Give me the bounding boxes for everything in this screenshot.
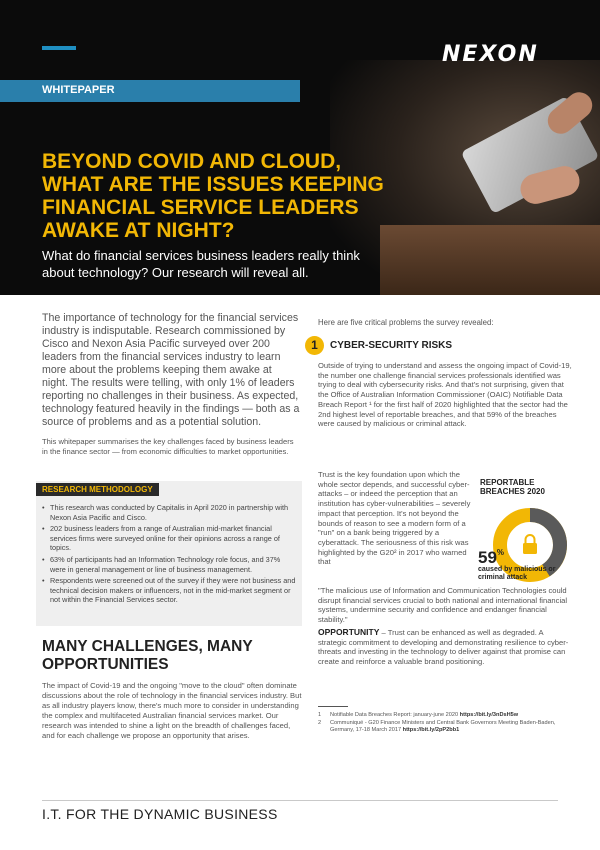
list-item: • Respondents were screened out of the survey if they were not business and technical decision makers or influencers, not in the mid-market segment or not within the Financial Services sector. [42, 576, 296, 605]
list-item: • This research was conducted by Capitalis in April 2020 in partnership with Nexon Asia Pacific and Cisco. [42, 503, 296, 522]
g20-quote: "The malicious use of Information and Communication Technologies could disrupt financial services crucial to both national and international financial systems, undermine security and confidence and endanger financial stability." [318, 586, 568, 625]
problem-number-badge: 1 [305, 336, 324, 355]
list-item: • 63% of participants had an Information Technology role focus, and 37% were in general management or line of business management. [42, 555, 296, 574]
survey-intro: Here are five critical problems the survey revealed: [318, 318, 494, 327]
accent-line [42, 46, 76, 50]
footnote [318, 720, 573, 735]
footnote-number: 1 [318, 712, 322, 718]
breach-percent-sign: % [496, 548, 505, 557]
hero-photo-desk [380, 225, 600, 295]
trust-paragraph: Trust is the key foundation upon which the whole sector depends, and successful cyber-attacks – or indeed the perception that an institution has cyber-vulnerabilities – severely impact that perception. It's not beyond the bounds of reason to see a modern form of a "run" on a bank being triggered by a cyberattack. The seriousness of this risk was highlighted by the G20² in 2017 who warned that [318, 470, 471, 567]
opportunity-label: OPPORTUNITY [318, 627, 380, 637]
left-column [42, 312, 300, 457]
whitepaper-tag: WHITEPAPER [42, 84, 115, 96]
list-item: • 202 business leaders from a range of Australian mid-market financial services firms were surveyed online for their opinions across a range of topics. [42, 524, 296, 553]
footnote-number: 2 [318, 719, 322, 726]
cyber-paragraph: Outside of trying to understand and assess the ongoing impact of Covid-19, the number one challenge financial services professionals identified was trying to deal with cybersecurity risks. And that's not surprising, given that the Office of Australian Information Commissioner (OAIC) Notifiable Data Breach Report ¹ for the first half of 2020 highlighted that the sector had the 2nd highest level of reportable breaches, and that 59% of the breaches were caused by malicious or criminal attack. [318, 361, 572, 429]
footnote [318, 712, 573, 720]
footnotes [318, 712, 573, 735]
breach-percent [478, 548, 504, 568]
section-heading [42, 638, 262, 674]
problem-title: CYBER-SECURITY RISKS [330, 340, 453, 351]
footer-divider [42, 800, 558, 801]
opportunity-paragraph [318, 628, 573, 667]
footnote-text: Communiqué - G20 Finance Ministers and Central Bank Governors Meeting Baden-Baden, Germany, 17-18 March 2017 [330, 719, 556, 733]
footnote-link[interactable]: https://bit.ly/2pP2bb1 [402, 727, 460, 733]
methodology-list [42, 503, 296, 607]
subheadline: What do financial services business leaders really think about technology? Our research will reveal all. [42, 248, 360, 280]
footnote-link[interactable]: https://bit.ly/3nDsH5w [459, 712, 519, 718]
challenges-paragraph: The impact of Covid-19 and the ongoing "move to the cloud" often dominate discussions about the role of technology in the financial services industry. But as all industry players know, there's much more to consider in understanding the complex and multifaceted Australian financial services market. Our research was intended to shine a light on the breadth of challenges faced, and for each challenge we propose an opportunity that arises. [42, 681, 302, 740]
section-heading-text: MANY CHALLENGES, MANY OPPORTUNITIES [42, 638, 253, 673]
breach-percent-value: 59 [478, 548, 497, 567]
summary-paragraph: This whitepaper summarises the key challenges faced by business leaders in the finance sector — from economic difficulties to market opportunities. [42, 437, 294, 456]
chart-title: REPORTABLE BREACHES 2020 [480, 478, 545, 496]
nexon-logo: NEXON [442, 42, 539, 67]
breach-caption: caused by malicious or criminal attack [478, 566, 556, 581]
methodology-label: RESEARCH METHODOLOGY [36, 483, 159, 496]
opportunity-text: – Trust can be enhanced as well as degraded. A strategic commitment to developing and demonstrating resilience to cyber-threats and investing in the technology to deliver against that promise can create and reinforce a valuable brand positioning. [318, 628, 569, 667]
intro-paragraph: The importance of technology for the financial services industry is indisputable. Research commissioned by Cisco and Nexon Asia Pacific surveyed over 200 leaders from the financial services industry to learn more about the problems keeping them awake at night. The results were telling, with only 1% of leaders reporting no challenges in their business. As expected, technology featured heavily in the findings — both as a source of problems and as a potential solution. [42, 312, 300, 428]
footer-tagline: I.T. FOR THE DYNAMIC BUSINESS [42, 806, 278, 822]
footnote-text: Notifiable Data Breaches Report: january-june 2020 [330, 712, 460, 718]
page-title: BEYOND COVID AND CLOUD, WHAT ARE THE ISSUES KEEPING FINANCIAL SERVICE LEADERS AWAKE AT NIGHT? [42, 150, 384, 242]
lock-icon [523, 535, 537, 554]
footnote-divider [318, 706, 348, 707]
